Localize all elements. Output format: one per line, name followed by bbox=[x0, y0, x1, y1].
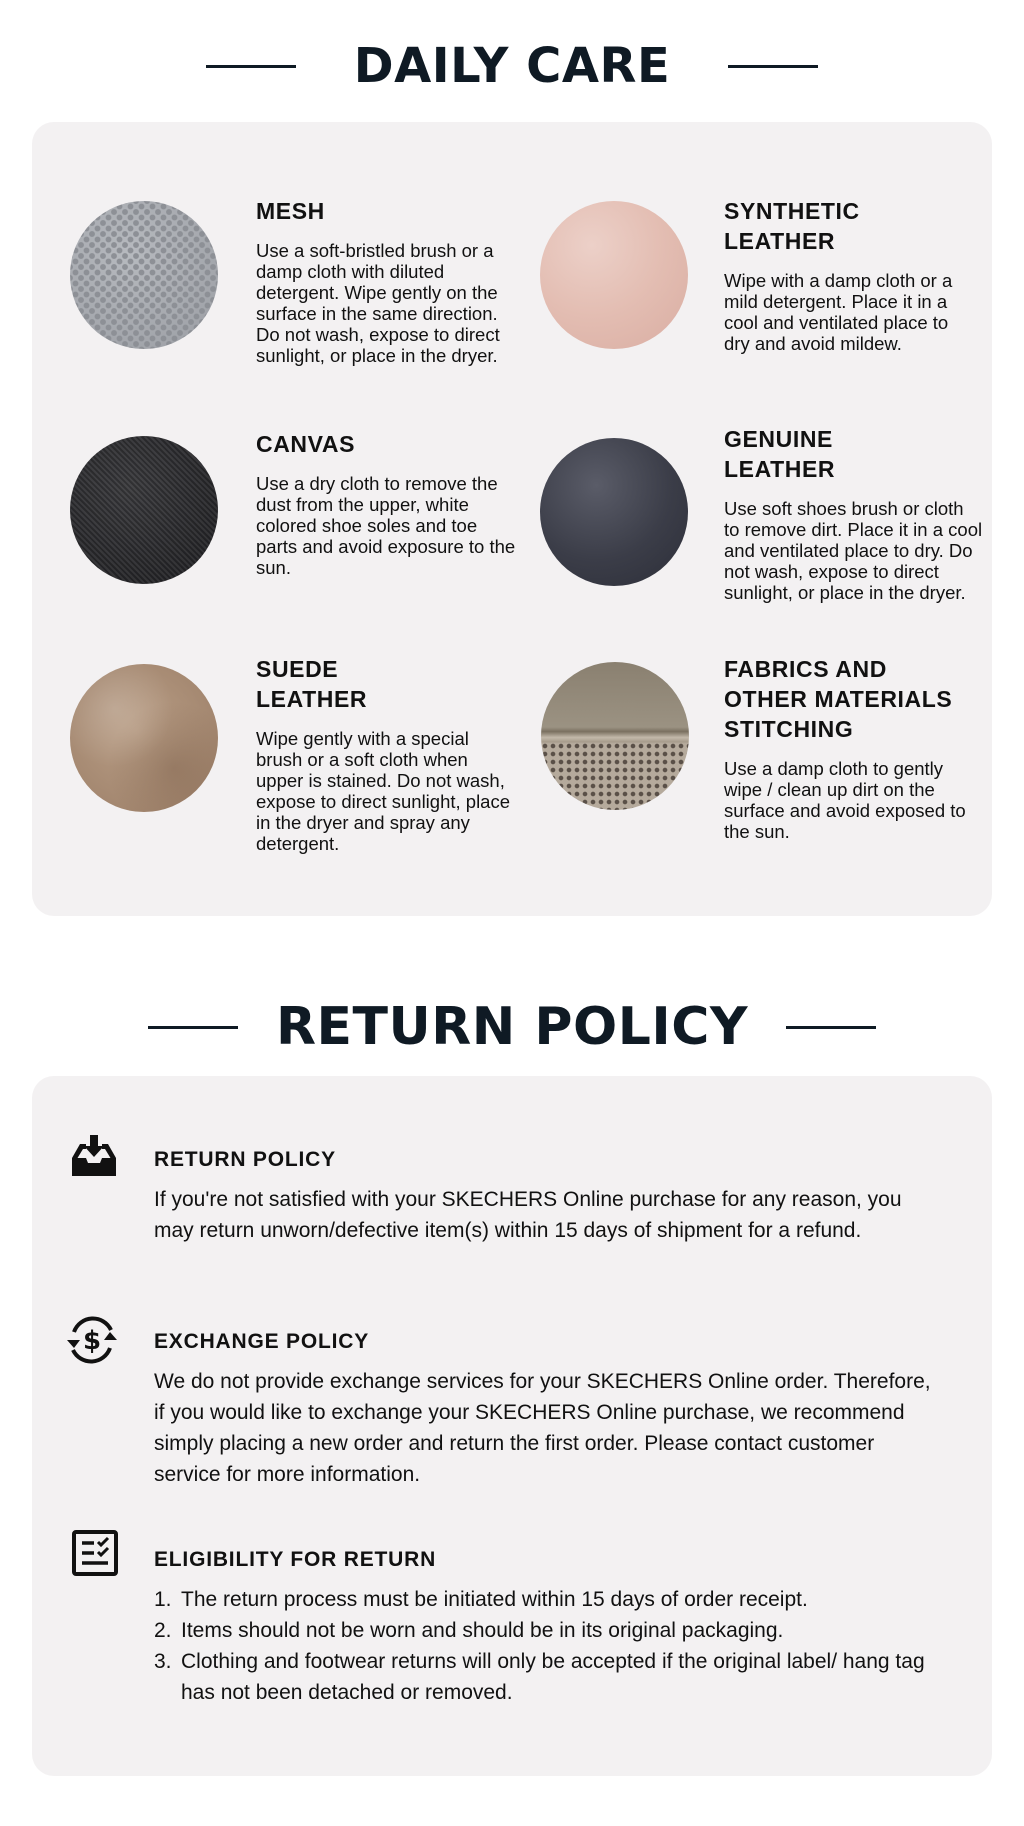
list-item bbox=[154, 1584, 944, 1615]
heading-rule-left bbox=[148, 1026, 238, 1029]
svg-text:$: $ bbox=[82, 1326, 102, 1356]
list-item bbox=[154, 1646, 944, 1708]
daily-care-title: DAILY CARE bbox=[353, 38, 671, 94]
heading-rule-right bbox=[786, 1026, 876, 1029]
material-description: Use soft shoes brush or cloth to remove dirt. Place it in a cool and ventilated place to dry. Do not wash, expose to direct sunlight, or place in the dryer. bbox=[724, 498, 983, 603]
material-description: Use a dry cloth to remove the dust from the upper, white colored shoe soles and toe parts and avoid exposure to the sun. bbox=[256, 473, 516, 578]
return-policy-title: RETURN POLICY bbox=[275, 997, 749, 1057]
material-title: SYNTHETIC LEATHER bbox=[724, 198, 860, 254]
return-policy-heading bbox=[0, 992, 1024, 1062]
policy-item-exchange bbox=[32, 1312, 992, 1512]
list-item-text: The return process must be initiated within 15 days of order receipt. bbox=[181, 1588, 808, 1611]
policy-text: We do not provide exchange services for your SKECHERS Online order. Therefore, if you would like to exchange your SKECHERS Online purchase, we recommend simply placing a new order and return the first order. Please contact customer service for more information. bbox=[154, 1370, 931, 1486]
list-item-text: Items should not be worn and should be in its original packaging. bbox=[181, 1619, 784, 1642]
material-title: GENUINE LEATHER bbox=[724, 426, 836, 482]
list-item-text: Clothing and footwear returns will only be accepted if the original label/ hang tag has not been detached or removed. bbox=[181, 1650, 925, 1704]
eligibility-list bbox=[154, 1584, 944, 1708]
inbox-download-icon bbox=[68, 1132, 120, 1184]
material-description: Wipe with a damp cloth or a mild detergent. Place it in a cool and ventilated place to dry and avoid mildew. bbox=[724, 270, 953, 354]
genuine-leather-swatch-icon bbox=[540, 438, 688, 586]
return-policy-panel bbox=[32, 1076, 992, 1776]
fabric-stitching-swatch-icon bbox=[541, 662, 689, 810]
suede-leather-swatch-icon bbox=[70, 664, 218, 812]
policy-title: ELIGIBILITY FOR RETURN bbox=[154, 1548, 437, 1571]
daily-care-panel bbox=[32, 122, 992, 916]
heading-rule-right bbox=[728, 65, 818, 68]
list-item-number: 1. bbox=[154, 1588, 172, 1611]
material-title: MESH bbox=[256, 198, 325, 224]
material-description: Use a damp cloth to gently wipe / clean up dirt on the surface and avoid exposed to the sun. bbox=[724, 758, 966, 842]
canvas-swatch-icon bbox=[70, 436, 218, 584]
material-description: Wipe gently with a special brush or a soft cloth when upper is stained. Do not wash, expose to direct sunlight, place in the dryer and spray any detergent. bbox=[256, 728, 511, 854]
material-description: Use a soft-bristled brush or a damp cloth with diluted detergent. Wipe gently on the surface in the same direction. Do not wash, expose to direct sunlight, or place in the dryer. bbox=[256, 240, 500, 366]
list-item-number: 3. bbox=[154, 1650, 172, 1673]
policy-title: RETURN POLICY bbox=[154, 1148, 336, 1171]
list-item bbox=[154, 1615, 944, 1646]
heading-rule-left bbox=[206, 65, 296, 68]
mesh-swatch-icon bbox=[70, 201, 218, 349]
checklist-icon bbox=[72, 1530, 118, 1576]
policy-title: EXCHANGE POLICY bbox=[154, 1330, 370, 1353]
policy-item-return bbox=[32, 1132, 992, 1292]
dollar-cycle-icon bbox=[64, 1312, 120, 1368]
daily-care-heading bbox=[0, 34, 1024, 98]
policy-item-eligibility bbox=[32, 1530, 992, 1750]
material-title: FABRICS AND OTHER MATERIALS STITCHING bbox=[724, 656, 953, 742]
material-title: CANVAS bbox=[256, 431, 356, 457]
synthetic-leather-swatch-icon bbox=[540, 201, 688, 349]
policy-text: If you're not satisfied with your SKECHERS Online purchase for any reason, you may return unworn/defective item(s) within 15 days of shipment for a refund. bbox=[154, 1188, 902, 1242]
material-title: SUEDE LEATHER bbox=[256, 656, 368, 712]
list-item-number: 2. bbox=[154, 1619, 172, 1642]
